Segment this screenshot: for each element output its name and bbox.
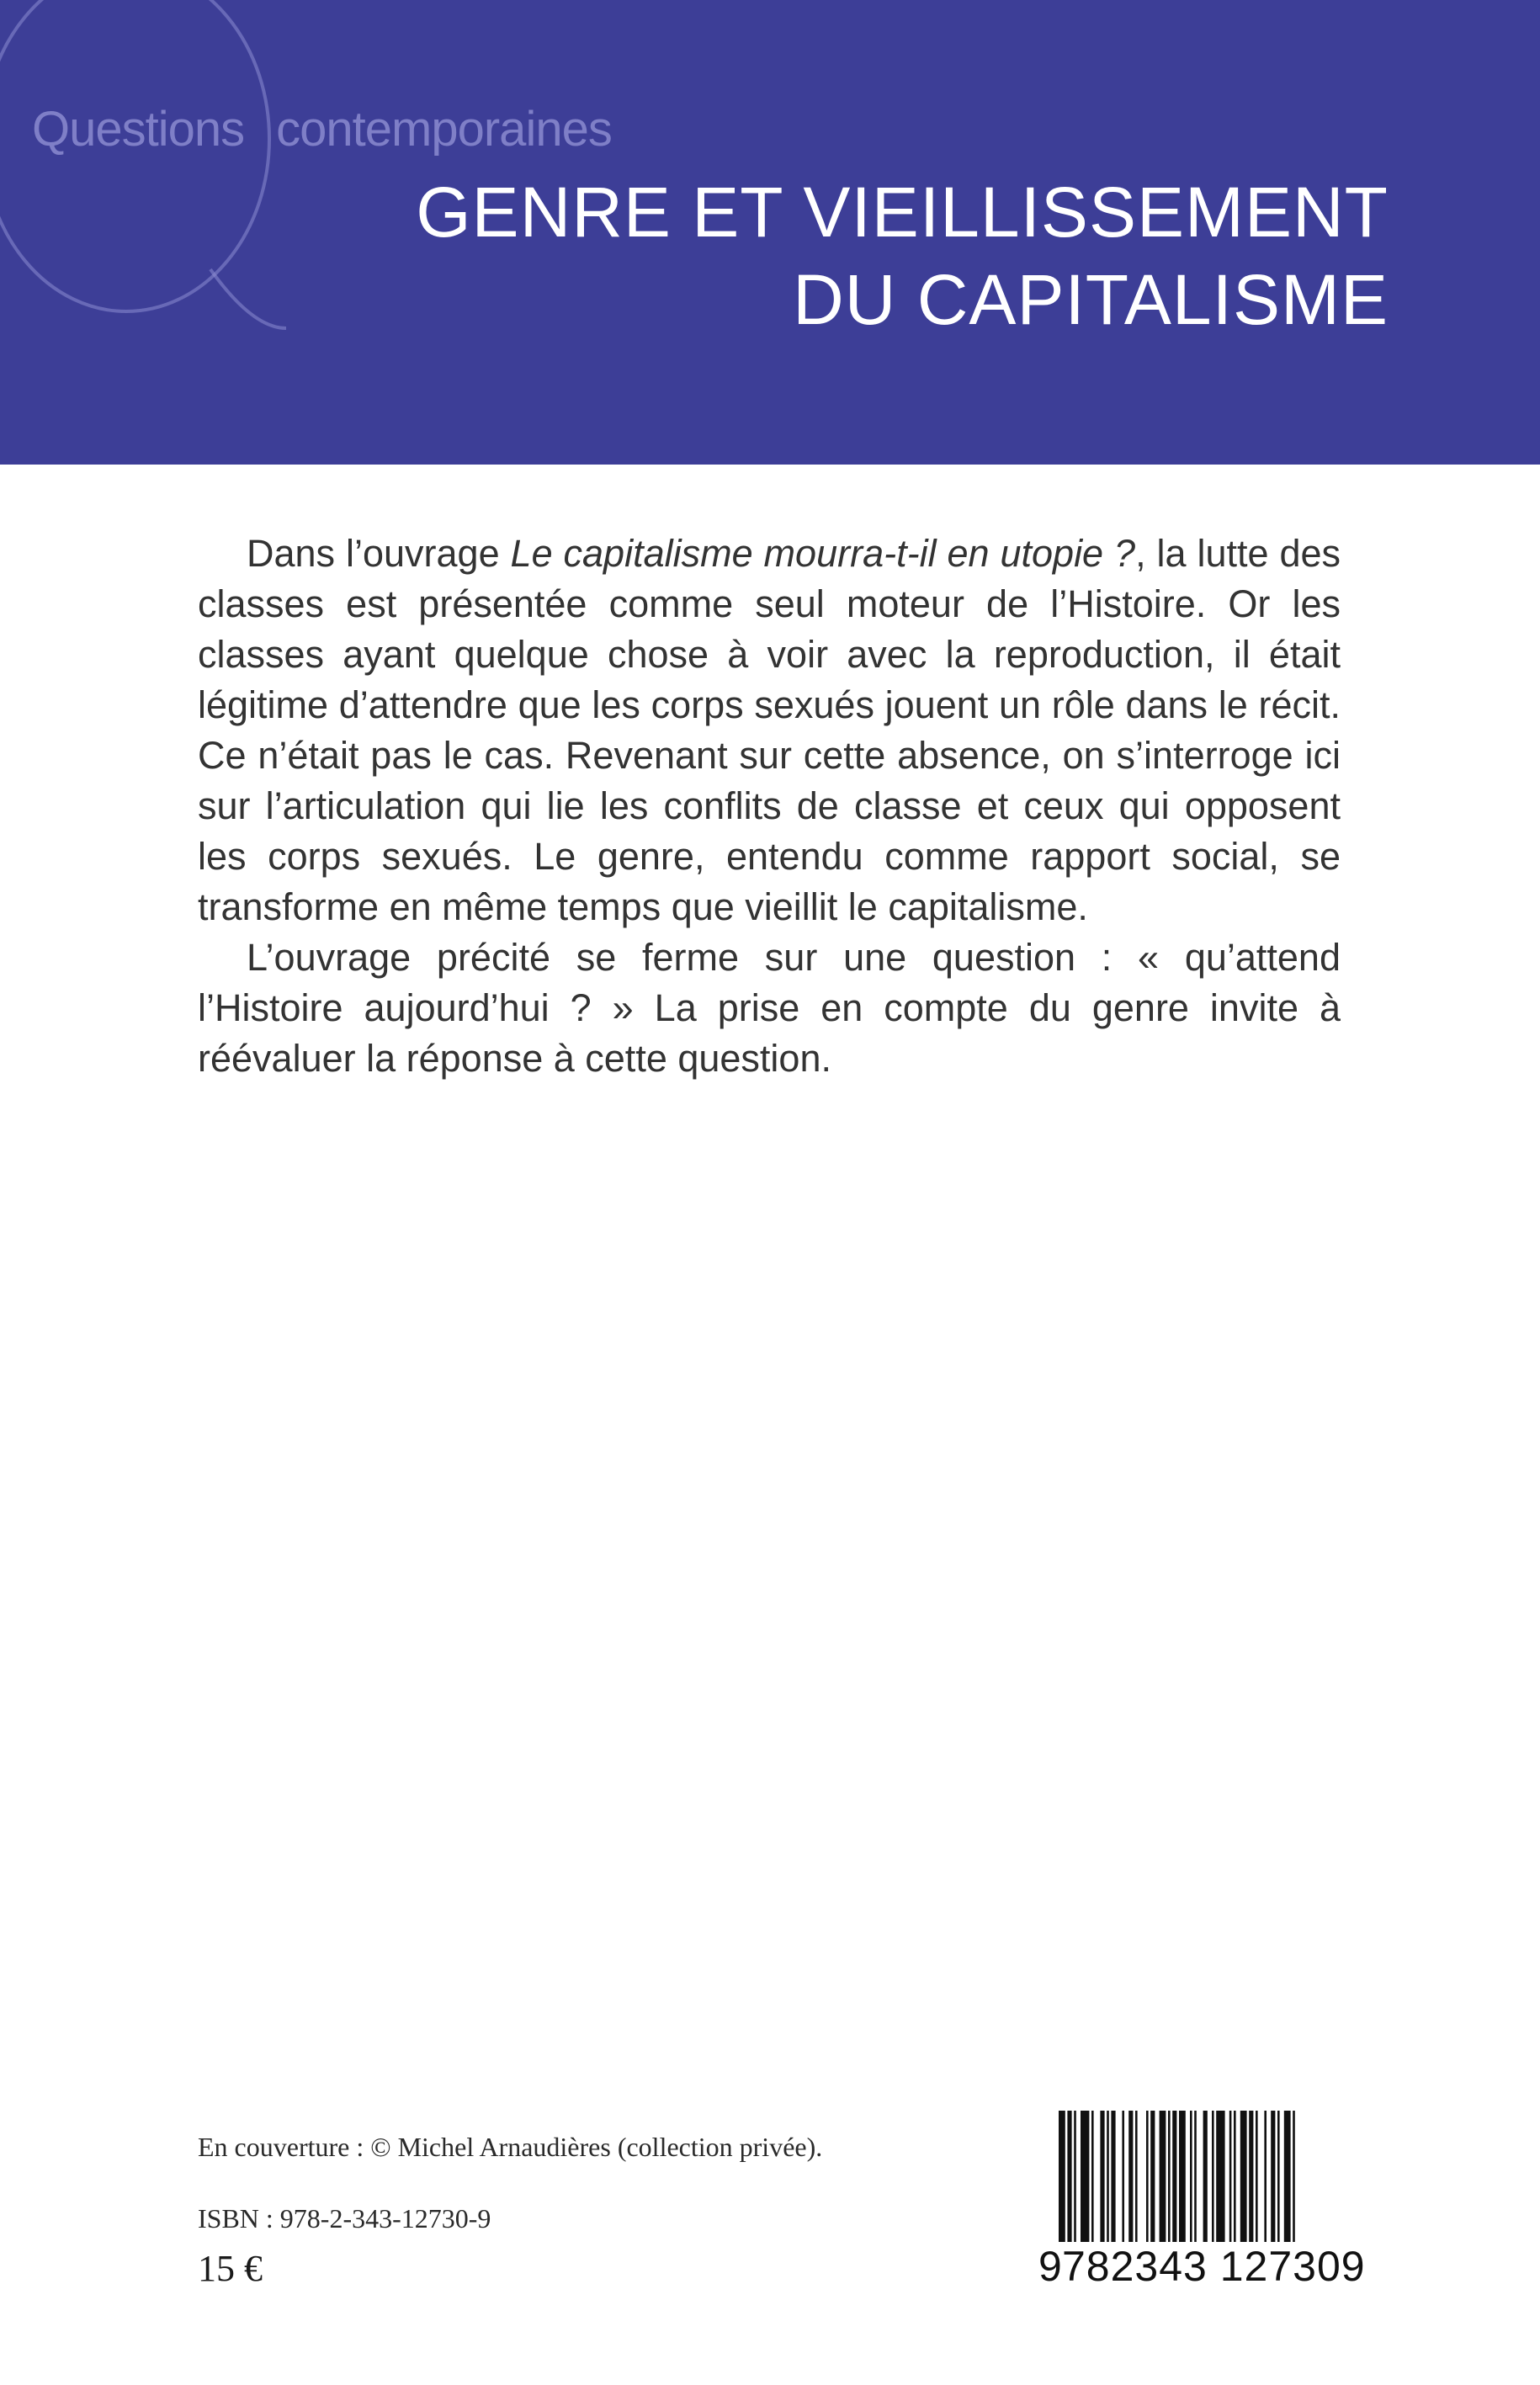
summary-paragraph-1: Dans l’ouvrage Le capitalisme mourra-t-il en utopie ?, la lutte des classes est présentée comme seul moteur de l’Histoire. Or les classes ayant quelque chose à voir avec la reproduction, il était légitime d’attendre que les corps sexués jouent un rôle dans le récit. Ce n’était pas le cas. Revenant sur cette absence, on s’interroge ici sur l’articulation qui lie les conflits de classe et ceux qui opposent les corps sexués. Le genre, entendu comme rapport social, se transforme en même temps que vieillit le capitalisme. <box>198 532 1341 928</box>
isbn: ISBN : 978-2-343-12730-9 <box>198 2203 491 2234</box>
barcode-digits <box>1038 2242 1366 2290</box>
book-title <box>416 168 1389 343</box>
barcode <box>1038 2111 1366 2290</box>
back-cover-summary <box>198 529 1341 1084</box>
price: 15 € <box>198 2248 263 2289</box>
book-title-line-2: DU CAPITALISME <box>793 260 1389 339</box>
collection-word-1: Questions <box>32 102 245 157</box>
q-letter-logo-icon <box>0 0 303 353</box>
summary-paragraph-2: L’ouvrage précité se ferme sur une question : « qu’attend l’Histoire aujourd’hui ? » La prise en compte du genre invite à réévaluer la réponse à cette question. <box>198 936 1341 1080</box>
barcode-number: 782343 127309 <box>1062 2243 1366 2290</box>
collection-name <box>32 101 612 157</box>
cover-credit: En couverture : © Michel Arnaudières (collection privée). <box>198 2132 823 2162</box>
cited-book-title: Le capitalisme mourra-t-il en utopie ? <box>510 532 1136 575</box>
header-band <box>0 0 1540 465</box>
book-title-line-1: GENRE ET VIEILLISSEMENT <box>416 173 1389 252</box>
collection-word-2: contemporaines <box>276 102 612 157</box>
barcode-first-digit: 9 <box>1038 2243 1063 2290</box>
